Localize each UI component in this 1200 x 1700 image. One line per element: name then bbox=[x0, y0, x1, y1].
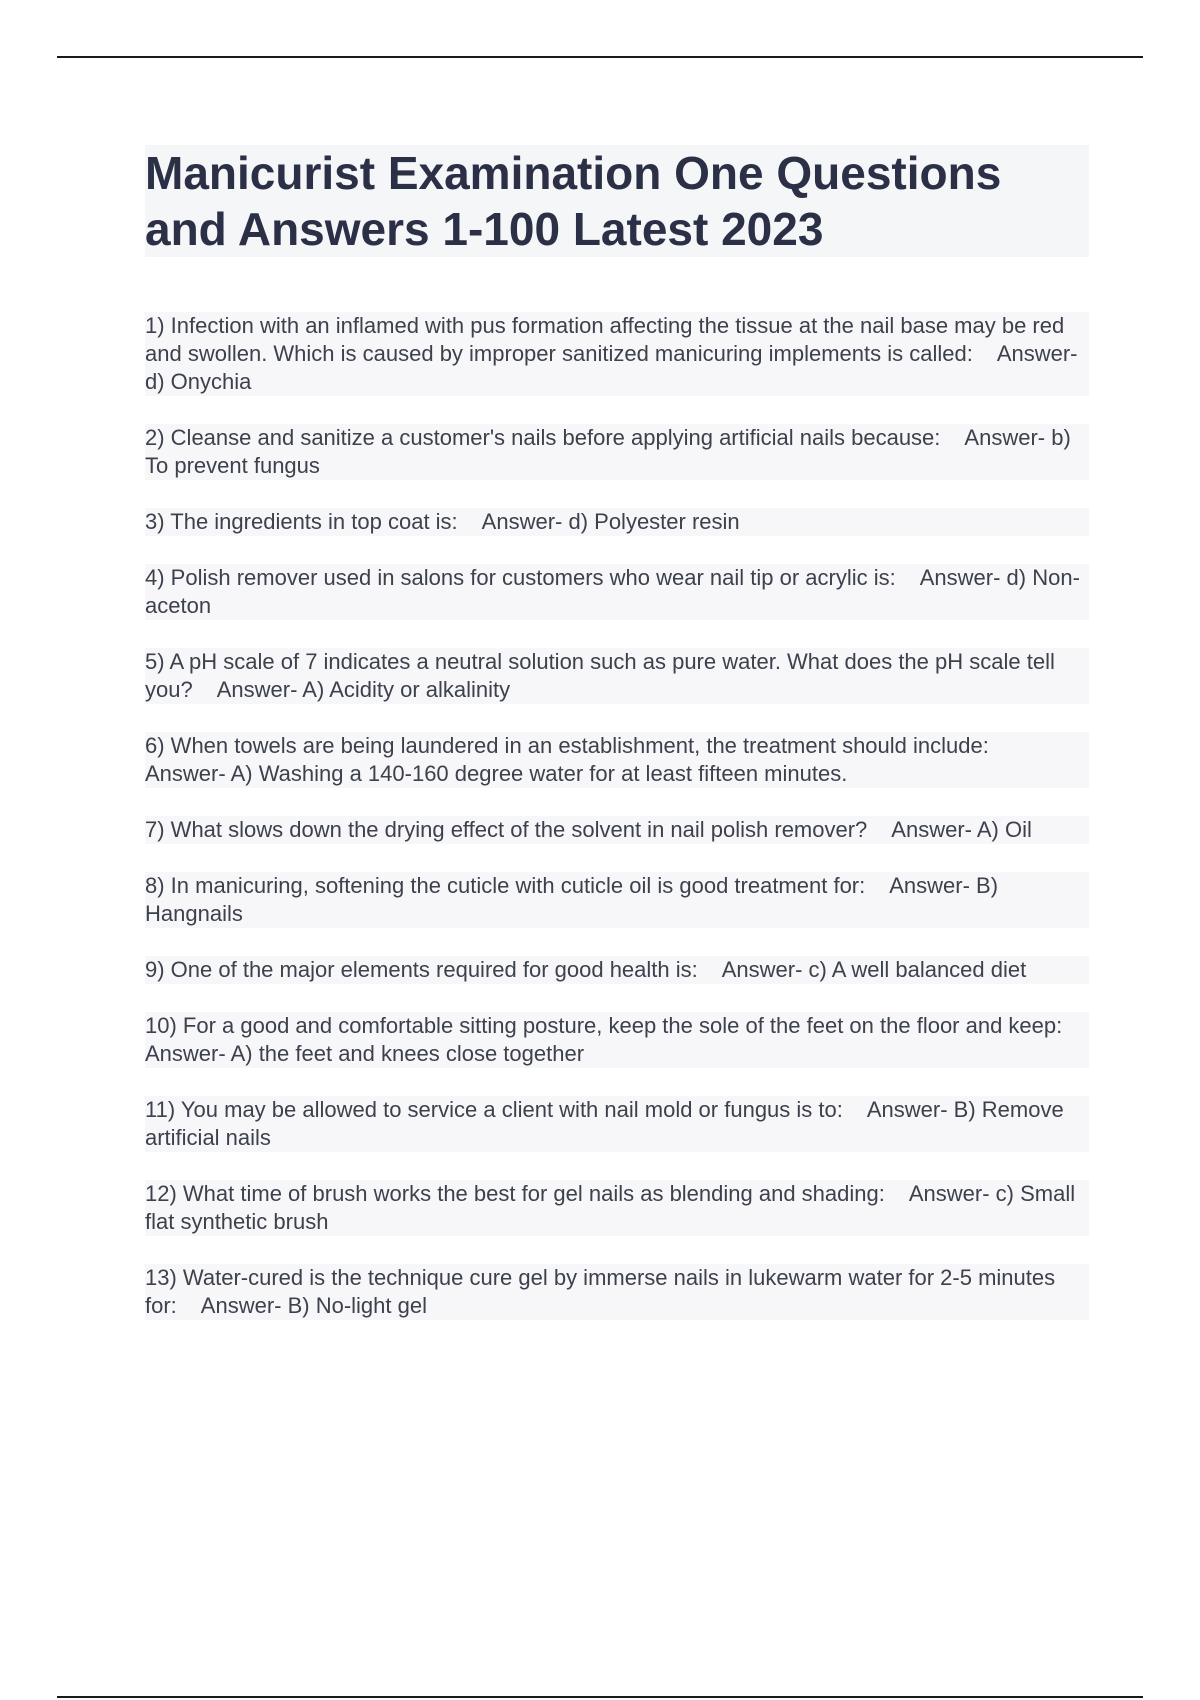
answer-text: Answer- B) Hangnails bbox=[145, 873, 999, 926]
question-text: 1) Infection with an inflamed with pus formation affecting the tissue at the nail base may be red and swollen. Which is caused by improper sanitized manicuring implements is called: bbox=[145, 313, 1065, 366]
answer-text: Answer- A) Washing a 140-160 degree water for at least fifteen minutes. bbox=[145, 761, 848, 786]
question-item bbox=[145, 1012, 1089, 1068]
question-item bbox=[145, 732, 1089, 788]
question-text: 11) You may be allowed to service a client with nail mold or fungus is to: bbox=[145, 1097, 843, 1122]
answer-text: Answer- c) Small flat synthetic brush bbox=[145, 1181, 1076, 1234]
question-item bbox=[145, 872, 1089, 928]
question-item bbox=[145, 956, 1089, 984]
question-text: 4) Polish remover used in salons for customers who wear nail tip or acrylic is: bbox=[145, 565, 896, 590]
question-text: 12) What time of brush works the best for gel nails as blending and shading: bbox=[145, 1181, 885, 1206]
question-text: 7) What slows down the drying effect of the solvent in nail polish remover? bbox=[145, 817, 868, 842]
answer-text: Answer- d) Polyester resin bbox=[481, 509, 740, 534]
question-text: 6) When towels are being laundered in an establishment, the treatment should include: bbox=[145, 733, 989, 758]
question-item bbox=[145, 1180, 1089, 1236]
question-item bbox=[145, 1264, 1089, 1320]
bottom-divider bbox=[57, 1696, 1143, 1698]
question-text: 2) Cleanse and sanitize a customer's nails before applying artificial nails because: bbox=[145, 425, 941, 450]
answer-text: Answer- c) A well balanced diet bbox=[721, 957, 1027, 982]
question-item bbox=[145, 648, 1089, 704]
question-text: 5) A pH scale of 7 indicates a neutral solution such as pure water. What does the pH scale tell you? bbox=[145, 649, 1055, 702]
answer-text: Answer- B) Remove artificial nails bbox=[145, 1097, 1064, 1150]
question-item bbox=[145, 564, 1089, 620]
title-block bbox=[145, 145, 1089, 257]
answer-text: Answer- A) Oil bbox=[891, 817, 1032, 842]
question-text: 8) In manicuring, softening the cuticle with cuticle oil is good treatment for: bbox=[145, 873, 866, 898]
question-item bbox=[145, 508, 1089, 536]
page-title: Manicurist Examination One Questions and Answers 1-100 Latest 2023 bbox=[145, 147, 1002, 255]
question-text: 3) The ingredients in top coat is: bbox=[145, 509, 458, 534]
answer-text: Answer- b) To prevent fungus bbox=[145, 425, 1071, 478]
answer-text: Answer- B) No-light gel bbox=[200, 1293, 427, 1318]
question-list bbox=[145, 312, 1089, 1348]
question-text: 13) Water-cured is the technique cure gel by immerse nails in lukewarm water for 2-5 minutes for: bbox=[145, 1265, 1056, 1318]
answer-text: Answer- d) Non-aceton bbox=[145, 565, 1080, 618]
question-item bbox=[145, 312, 1089, 396]
question-text: 9) One of the major elements required for good health is: bbox=[145, 957, 698, 982]
question-text: 10) For a good and comfortable sitting posture, keep the sole of the feet on the floor and keep: bbox=[145, 1013, 1063, 1038]
answer-text: Answer- d) Onychia bbox=[145, 341, 1078, 394]
question-item bbox=[145, 1096, 1089, 1152]
top-divider bbox=[57, 56, 1143, 58]
question-item bbox=[145, 816, 1089, 844]
question-item bbox=[145, 424, 1089, 480]
answer-text: Answer- A) Acidity or alkalinity bbox=[216, 677, 511, 702]
answer-text: Answer- A) the feet and knees close together bbox=[145, 1041, 585, 1066]
